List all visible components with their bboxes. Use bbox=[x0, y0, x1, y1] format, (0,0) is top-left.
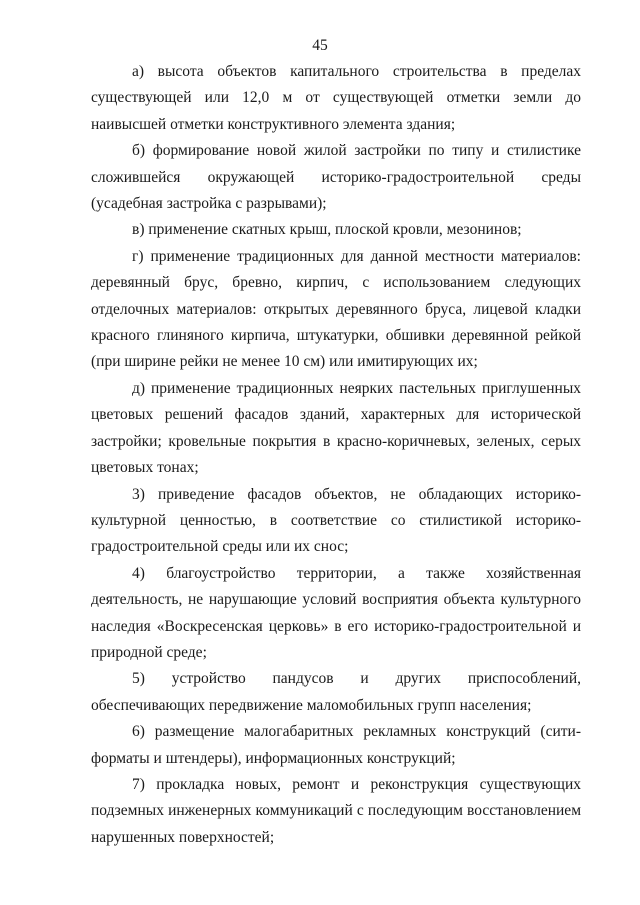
document-body bbox=[91, 59, 581, 851]
paragraph-4: 4) благоустройство территории, а также хозяйственная деятельность, не нарушающие условий восприятия объекта культурного наследия «Воскресенская церковь» в его историко-градостроительной и природной среде; bbox=[91, 564, 581, 661]
paragraph-7: 7) прокладка новых, ремонт и реконструкция существующих подземных инженерных коммуникаций с последующим восстановлением нарушенных поверхностей; bbox=[91, 775, 581, 846]
paragraph-g: г) применение традиционных для данной местности материалов: деревянный брус, бревно, кирпич, с использованием следующих отделочных материалов: открытых деревянного бруса, лицевой кладки красного глиняного кирпича, штукатурки, обшивки деревянной рейкой (при ширине рейки не менее 10 см) или имитирующих их; bbox=[91, 247, 581, 371]
page-number: 45 bbox=[312, 37, 328, 54]
paragraph-3: 3) приведение фасадов объектов, не обладающих историко-культурной ценностью, в соответствие со стилистикой историко-градостроительной среды или их снос; bbox=[91, 485, 581, 556]
paragraph-b: б) формирование новой жилой застройки по типу и стилистике сложившейся окружающей историко-градостроительной среды (усадебная застройка с разрывами); bbox=[91, 142, 581, 213]
paragraph-5: 5) устройство пандусов и других приспособлений, обеспечивающих передвижение маломобильных групп населения; bbox=[91, 670, 581, 714]
paragraph-v: в) применение скатных крыш, плоской кровли, мезонинов; bbox=[132, 221, 522, 239]
paragraph-d: д) применение традиционных неярких пастельных приглушенных цветовых решений фасадов зданий, характерных для исторической застройки; кровельные покрытия в красно-коричневых, зеленых, серых цветовых тонах; bbox=[91, 379, 581, 477]
paragraph-a: а) высота объектов капитального строительства в пределах существующей или 12,0 м от существующей отметки земли до наивысшей отметки конструктивного элемента здания; bbox=[91, 63, 581, 133]
paragraph-6: 6) размещение малогабаритных рекламных конструкций (сити-форматы и штендеры), информационных конструкций; bbox=[91, 723, 581, 767]
